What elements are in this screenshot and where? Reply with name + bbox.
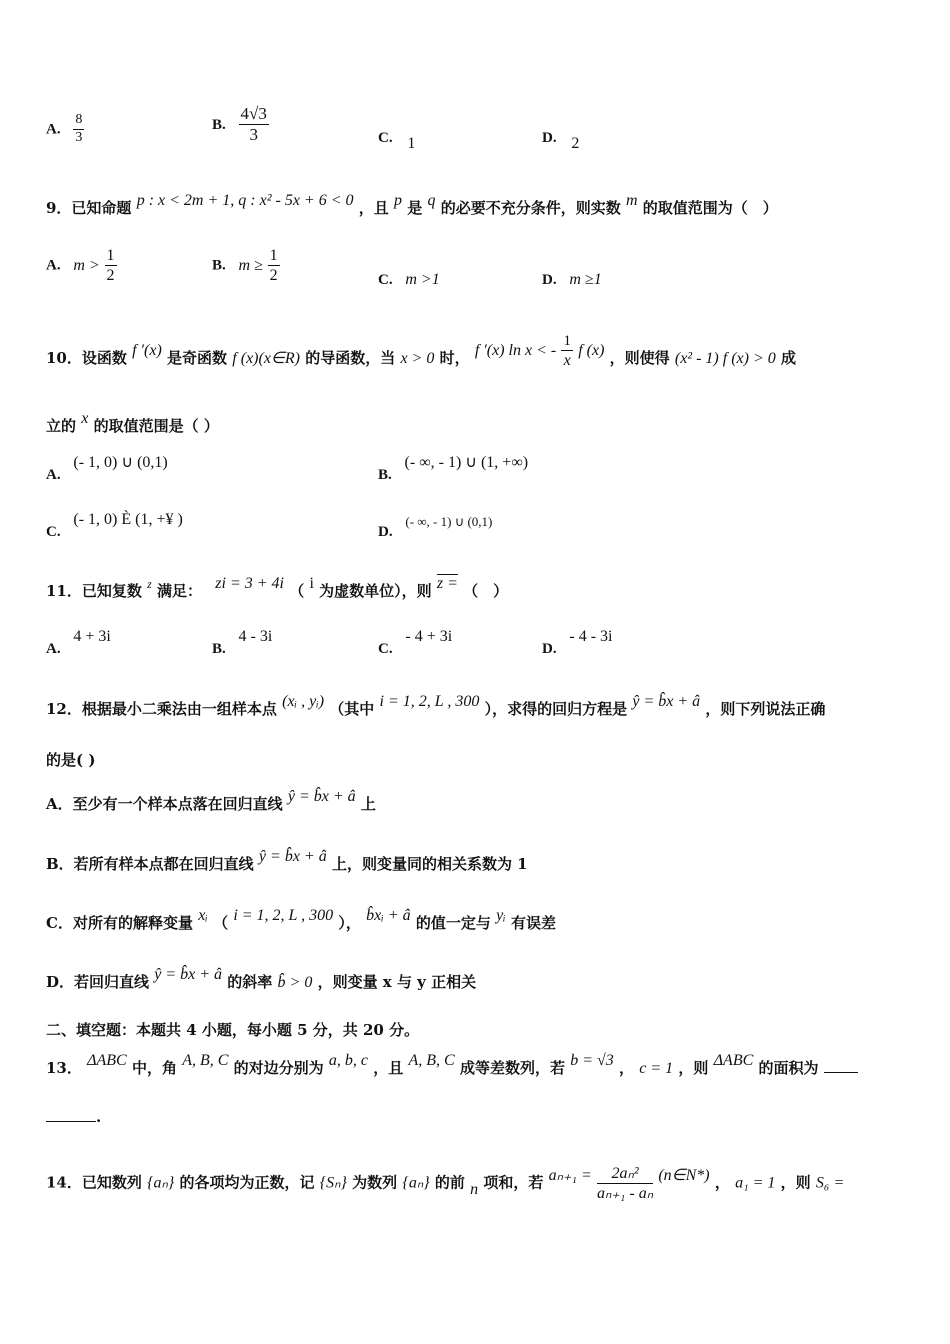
answer-blank bbox=[824, 1072, 858, 1073]
fraction: $\frac{4√3}{3}$ bbox=[240, 104, 267, 145]
fraction: $\frac{1}{2}$ bbox=[269, 247, 278, 285]
question-12: 12．根据最小二乘法由一组样本点 (xᵢ , yᵢ) （其中 i = 1, 2, L , 300 ），求得的回归方程是 ŷ = b̂x + â ，则下列说法正确 bbox=[46, 693, 826, 718]
q12-option-d: D．若回归直线 ŷ = b̂x + â 的斜率 b̂ > 0 ，则变量 x 与 y 正相关 bbox=[46, 966, 477, 991]
q8-option-a bbox=[46, 112, 84, 147]
q12-option-a: A．至少有一个样本点落在回归直线 ŷ = b̂x + â 上 bbox=[46, 788, 376, 813]
q11-option-d: D. - 4 - 3i bbox=[542, 628, 613, 657]
question-10: 10．设函数 f ′(x) 是奇函数 f (x)(x∈R) 的导函数，当 x > 0 时， f ′(x) ln x < - $\frac{1}{x}$ f (x) ，则使得 (x² - 1) f (x) > 0 成 bbox=[46, 333, 797, 369]
fraction: $\frac{8}{3}$ bbox=[75, 112, 83, 145]
option-label: B. bbox=[212, 116, 226, 133]
question-9: 9．已知命题 p : x < 2m + 1, q : x² - 5x + 6 < 0 ，且 p 是 q 的必要不充分条件，则实数 m 的取值范围为（ ） bbox=[46, 192, 778, 217]
question-14: 14．已知数列 {aₙ} 的各项均为正数，记 {Sₙ} 为数列 {aₙ} 的前 n 项和，若 aₙ₊₁ = $\frac{\text{2aₙ²}}{\text{aₙ₊₁ - aₙ}}$ (n∈N*) ， a₁ = 1 ，则 S₆ = bbox=[46, 1165, 845, 1203]
q11-option-c: C. - 4 + 3i bbox=[378, 628, 453, 657]
fraction: $\frac{\text{2aₙ²}}{\text{aₙ₊₁ - aₙ}}$ bbox=[596, 1165, 654, 1203]
q12-option-c: C．对所有的解释变量 xᵢ （ i = 1, 2, L , 300 ）， b̂xᵢ + â 的值一定与 yᵢ 有误差 bbox=[46, 907, 556, 932]
option-label: C. bbox=[378, 130, 393, 146]
q9-option-b: B. m ≥ $\frac{1}{2}$ bbox=[212, 247, 278, 285]
q12-option-b: B．若所有样本点都在回归直线 ŷ = b̂x + â 上，则变量同的相关系数为 1 bbox=[46, 848, 528, 873]
q10-option-c: C. (- 1, 0) È (1, +¥ ) bbox=[46, 511, 183, 540]
question-13: 13． ΔABC 中，角 A, B, C 的对边分别为 a, b, c ，且 A, B, C 成等差数列，若 b = √3 ， c = 1 ，则 ΔABC 的面积为 bbox=[46, 1057, 858, 1078]
question-10-line-2: 立的 x 的取值范围是（ ） bbox=[46, 410, 219, 435]
question-12-line-2: 的是( ) bbox=[46, 751, 96, 769]
q9-option-c: C. m >1 bbox=[378, 271, 440, 288]
option-label: D. bbox=[542, 130, 557, 146]
q10-option-b: B. (- ∞, - 1) ∪ (1, +∞) bbox=[378, 454, 529, 483]
q11-option-b: B. 4 - 3i bbox=[212, 628, 273, 657]
q8-option-c: C. 1 bbox=[378, 130, 416, 152]
q9-option-a: A. m > $\frac{1}{2}$ bbox=[46, 247, 115, 285]
answer-blank bbox=[46, 1121, 96, 1122]
q9-option-d: D. m ≥1 bbox=[542, 271, 602, 288]
question-13-line-2: . bbox=[46, 1108, 101, 1126]
fraction: $\frac{1}{2}$ bbox=[106, 247, 115, 285]
question-11: 11．已知复数 $^z$ 满足： zi = 3 + 4i （ i 为虚数单位），则 z = （ ） bbox=[46, 575, 509, 600]
option-label: A. bbox=[46, 121, 61, 138]
section-2-heading: 二、填空题：本题共 4 小题，每小题 5 分，共 20 分。 bbox=[46, 1021, 420, 1039]
math-expression: p : x < 2m + 1, q : x² - 5x + 6 < 0 bbox=[136, 192, 354, 209]
q8-option-b bbox=[212, 104, 269, 146]
q10-option-d: D. (- ∞, - 1) ∪ (0,1) bbox=[378, 514, 493, 540]
q10-option-a: A. (- 1, 0) ∪ (0,1) bbox=[46, 454, 168, 483]
q8-option-d: D. 2 bbox=[542, 130, 580, 152]
q11-option-a: A. 4 + 3i bbox=[46, 628, 111, 657]
fraction: $\frac{1}{x}$ bbox=[563, 333, 571, 369]
